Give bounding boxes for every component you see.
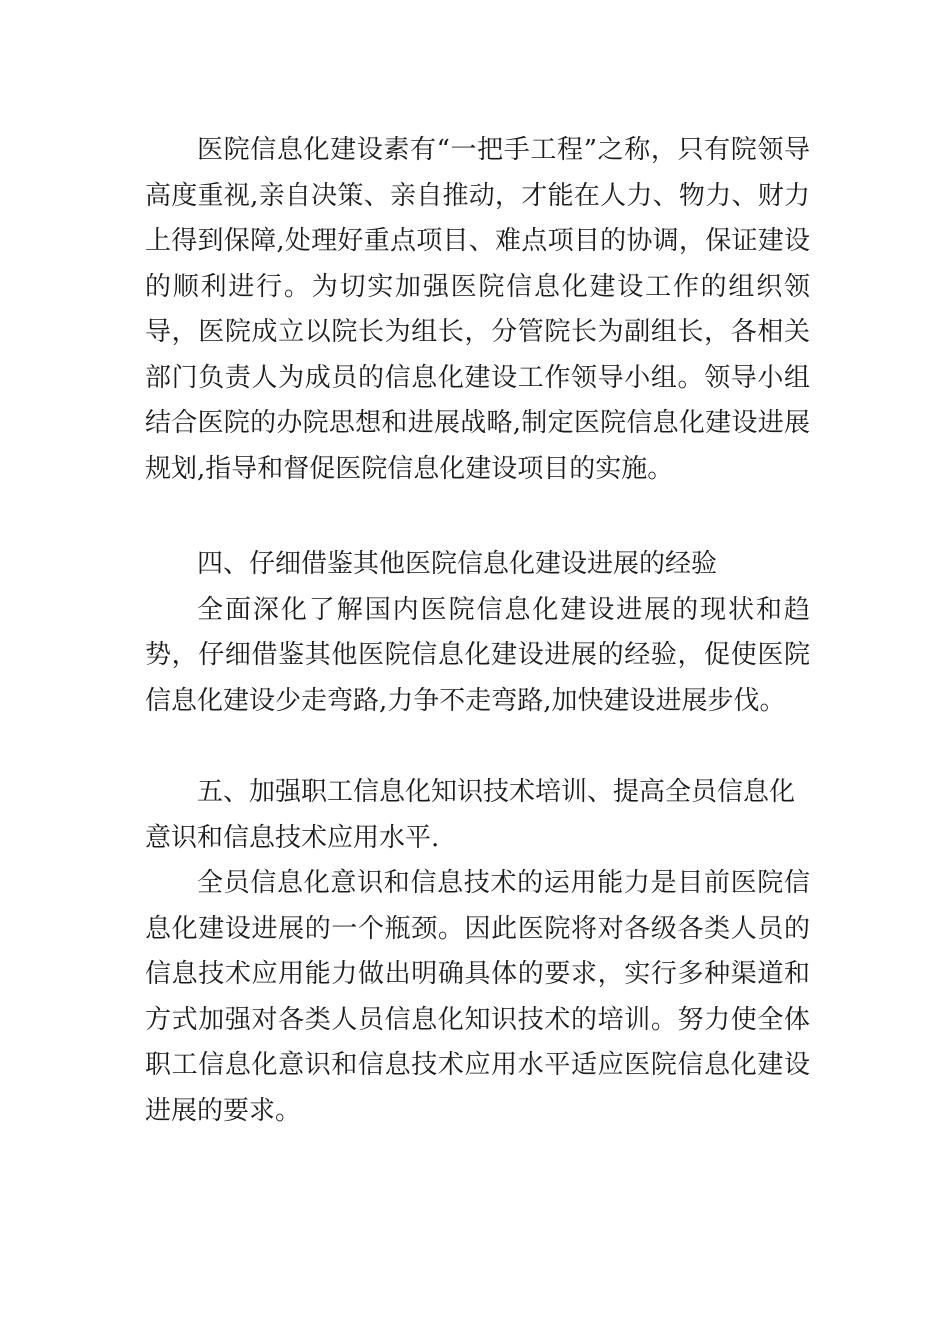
section-heading-4: 四、仔细借鉴其他医院信息化建设进展的经验	[197, 549, 718, 579]
section-heading-5: 五、加强职工信息化知识技术培训、提高全员信息化意识和信息技术应用水平.	[145, 777, 796, 853]
paragraph-training: 全员信息化意识和信息技术的运用能力是目前医院信息化建设进展的一个瓶颈。因此医院将对各级各类人员的信息技术应用能力做出明确具体的要求，实行多种渠道和方式加强对各类人员信息化知识技术的培训。努力使全体职工信息化意识和信息技术应用水平适应医院信息化建设进展的要求。	[145, 868, 810, 1126]
paragraph-experience: 全面深化了解国内医院信息化建设进展的现状和趋势，仔细借鉴其他医院信息化建设进展的经验，促使医院信息化建设少走弯路,力争不走弯路,加快建设进展步伐。	[145, 594, 810, 716]
document-page	[145, 128, 810, 1134]
section-spacer	[145, 724, 810, 770]
paragraph-leadership: 医院信息化建设素有“一把手工程”之称，只有院领导高度重视,亲自决策、亲自推动，才能在人力、物力、财力上得到保障,处理好重点项目、难点项目的协调，保证建设的顺利进行。为切实加强医院信息化建设工作的组织领导，医院成立以院长为组长，分管院长为副组长，各相关部门负责人为成员的信息化建设工作领导小组。领导小组结合医院的办院思想和进展战略,制定医院信息化建设进展规划,指导和督促医院信息化建设项目的实施。	[145, 135, 810, 484]
section-spacer	[145, 492, 810, 542]
